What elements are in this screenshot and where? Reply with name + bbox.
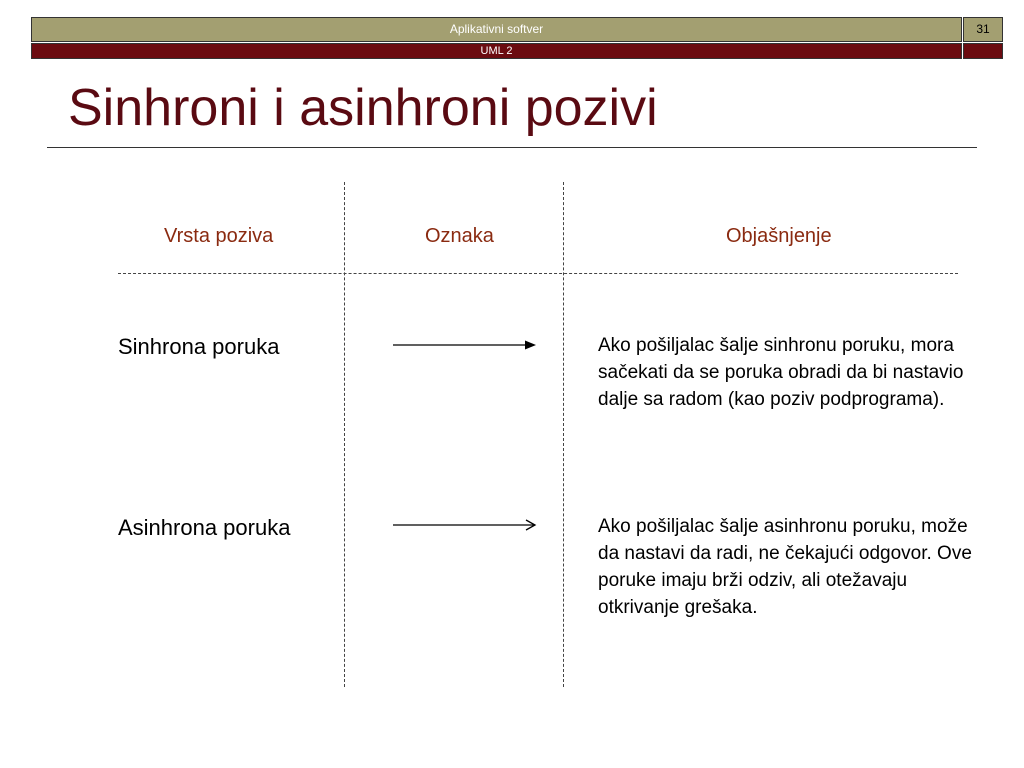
open-arrow-icon <box>393 518 538 532</box>
explanation-sync: Ako pošiljalac šalje sinhronu poruku, mora sačekati da se poruka obradi da bi nastavio dalje sa radom (kao poziv podprograma). <box>598 335 964 410</box>
column-header-notation: Oznaka <box>425 225 494 247</box>
row-label-sync: Sinhrona poruka <box>118 334 280 359</box>
column-header-type: Vrsta poziva <box>164 225 274 247</box>
topic-header-corner <box>963 43 1003 59</box>
course-header <box>31 17 962 42</box>
explanation-async: Ako pošiljalac šalje asinhronu poruku, može da nastavi da radi, ne čekajući odgovor. Ove poruke imaju brži odziv, ali otežavaju otkrivanje grešaka. <box>598 516 972 618</box>
row-label-async: Asinhrona poruka <box>118 515 291 540</box>
title-divider <box>47 147 977 148</box>
topic-title: UML 2 <box>480 45 513 57</box>
slide-title: Sinhroni i asinhroni pozivi <box>68 79 658 137</box>
slide-number: 31 <box>976 22 990 36</box>
header-row-divider <box>118 273 958 274</box>
column-divider-2 <box>563 182 564 687</box>
topic-header <box>31 43 962 59</box>
column-divider-1 <box>344 182 345 687</box>
course-title: Aplikativni softver <box>449 22 544 36</box>
column-header-explanation: Objašnjenje <box>726 225 832 247</box>
slide-number-box <box>963 17 1003 42</box>
filled-arrow-icon <box>393 338 538 352</box>
